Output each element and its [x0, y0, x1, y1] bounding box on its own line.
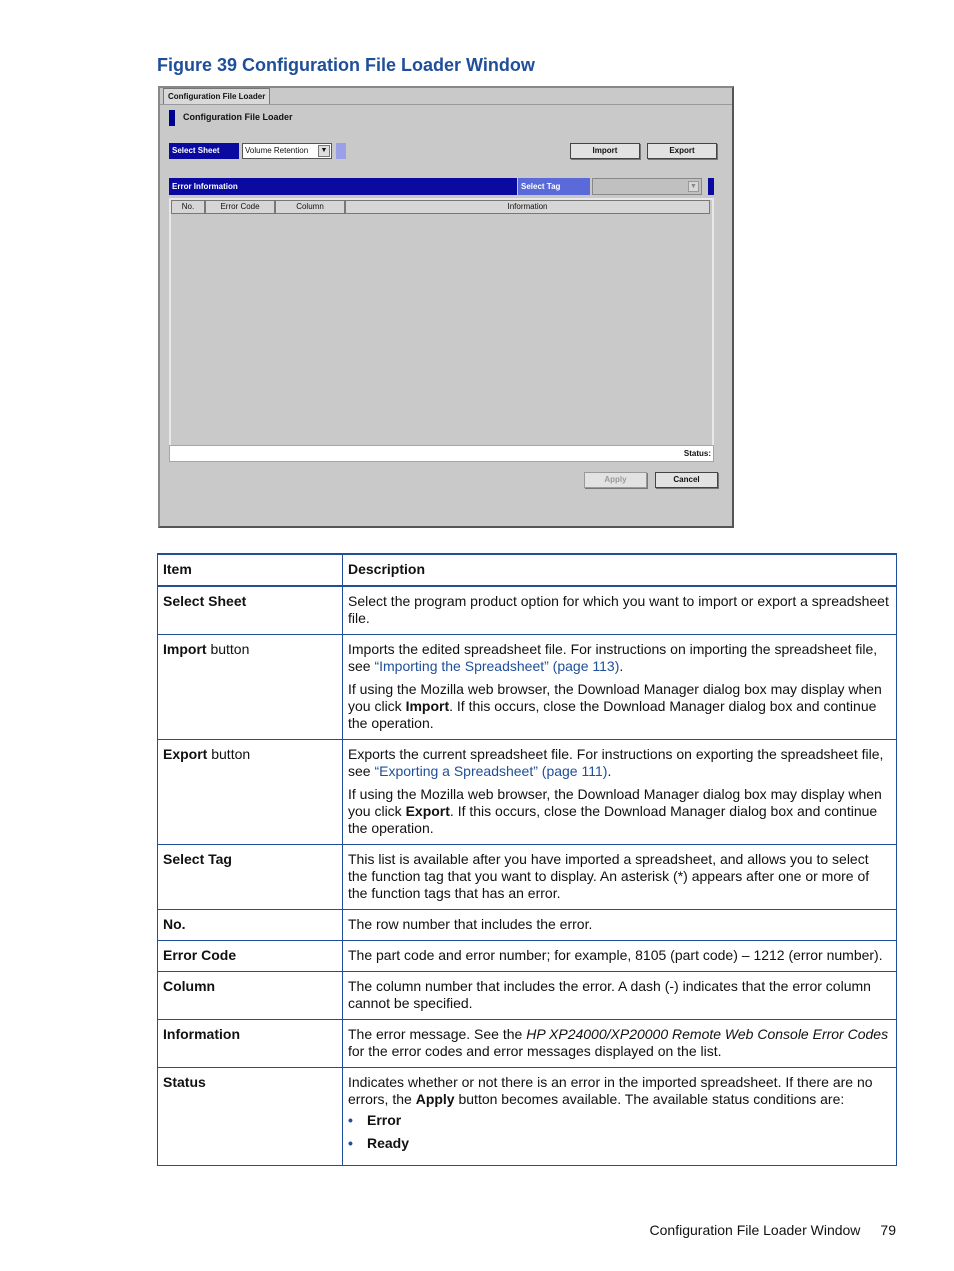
- header-description: Description: [343, 554, 897, 586]
- description-table: [157, 553, 897, 1166]
- list-item: • Ready: [348, 1135, 891, 1152]
- table-row: Information The error message. See the HP XP24000/XP20000 Remote Web Console Error Codes for the error codes and error messages displayed on the list.: [158, 1020, 897, 1068]
- column-header-information[interactable]: Information: [345, 200, 710, 214]
- item-label: Information: [163, 1026, 240, 1042]
- select-sheet-label: Select Sheet: [169, 143, 239, 159]
- item-label: Export: [163, 746, 208, 762]
- tab-config-file-loader[interactable]: Configuration File Loader: [163, 88, 270, 105]
- item-description: The column number that includes the error. A dash (-) indicates that the error column cannot be specified.: [343, 972, 897, 1020]
- figure-title: Figure 39 Configuration File Loader Window: [157, 55, 535, 75]
- table-row: Export button Exports the current spreadsheet file. For instructions on exporting the spreadsheet file, see “Exporting a Spreadsheet” (page 111). If using the Mozilla web browser, the Download Manager dialog box may display when you click Export. If this occurs, close the Download Manager dialog box and continue the operation.: [158, 740, 897, 845]
- item-label: Select Tag: [163, 851, 232, 867]
- select-tag-bar-end: [708, 178, 714, 195]
- select-tag-dropdown[interactable]: [592, 178, 702, 195]
- select-sheet-value: Volume Retention: [245, 146, 309, 155]
- heading-marker: [169, 110, 175, 126]
- tab-divider: [160, 104, 732, 105]
- page-number: 79: [880, 1222, 896, 1238]
- item-label: No.: [163, 916, 186, 932]
- item-label: Column: [163, 978, 216, 994]
- select-sheet-bar-end: [336, 143, 346, 159]
- error-information-bar: Error Information: [169, 178, 517, 195]
- table-row: Status Indicates whether or not there is an error in the imported spreadsheet. If there are no errors, the Apply button becomes available. The available status conditions are: • Error • Ready: [158, 1068, 897, 1166]
- item-label: Error Code: [163, 947, 237, 963]
- export-button[interactable]: Export: [647, 143, 717, 159]
- table-row: [158, 586, 897, 635]
- page-footer: [650, 1222, 896, 1238]
- importing-spreadsheet-link[interactable]: “Importing the Spreadsheet” (page 113): [374, 658, 620, 674]
- window-heading: Configuration File Loader: [183, 112, 293, 122]
- table-row: [158, 972, 897, 1020]
- table-row: Import button Imports the edited spreadsheet file. For instructions on importing the spreadsheet file, see “Importing the Spreadsheet” (page 113). If using the Mozilla web browser, the Download Manager dialog box may display when you click Import. If this occurs, close the Download Manager dialog box and continue the operation.: [158, 635, 897, 740]
- header-item: Item: [158, 554, 343, 586]
- item-label: Select Sheet: [163, 593, 247, 609]
- error-list[interactable]: [169, 198, 714, 462]
- table-row: [158, 941, 897, 972]
- item-description: The part code and error number; for example, 8105 (part code) – 1212 (error number).: [343, 941, 897, 972]
- item-description: Select the program product option for which you want to import or export a spreadsheet file.: [343, 586, 897, 635]
- chevron-down-icon[interactable]: ▼: [318, 145, 330, 157]
- import-button[interactable]: Import: [570, 143, 640, 159]
- select-tag-label: Select Tag: [518, 178, 590, 195]
- error-list-header: [171, 200, 710, 214]
- table-header-row: [158, 554, 897, 586]
- item-description: The row number that includes the error.: [343, 910, 897, 941]
- item-label: Import: [163, 641, 207, 657]
- table-row: [158, 910, 897, 941]
- select-sheet-dropdown[interactable]: [242, 143, 332, 159]
- column-header-no[interactable]: No.: [171, 200, 205, 214]
- status-bar: Status:: [169, 445, 714, 462]
- list-item: • Error: [348, 1112, 891, 1129]
- column-header-column[interactable]: Column: [275, 200, 345, 214]
- item-label: Status: [163, 1074, 206, 1090]
- apply-button[interactable]: Apply: [584, 472, 647, 488]
- chevron-down-icon[interactable]: ▼: [688, 181, 699, 192]
- table-row: [158, 845, 897, 910]
- status-conditions-list: [348, 1112, 891, 1152]
- item-description: This list is available after you have imported a spreadsheet, and allows you to select the function tag that you want to display. An asterisk (*) appears after one or more of the function tags that has an error.: [343, 845, 897, 910]
- column-header-error-code[interactable]: Error Code: [205, 200, 275, 214]
- config-file-loader-window: [158, 86, 734, 528]
- footer-title: Configuration File Loader Window: [649, 1222, 861, 1238]
- exporting-spreadsheet-link[interactable]: “Exporting a Spreadsheet” (page 111): [374, 763, 608, 779]
- cancel-button[interactable]: Cancel: [655, 472, 718, 488]
